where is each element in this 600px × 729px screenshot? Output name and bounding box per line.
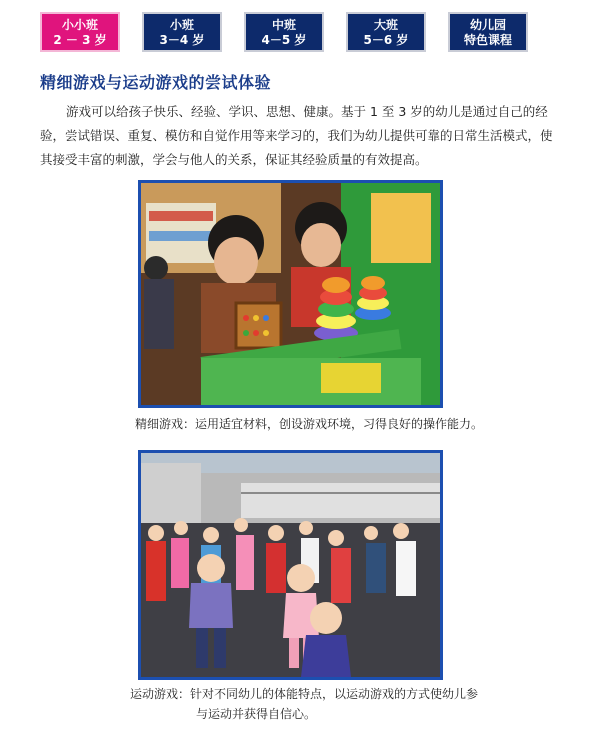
tab-toddler-2-3[interactable] bbox=[40, 12, 120, 52]
fine-motor-caption: 精细游戏：运用适宜材料，创设游戏环境，习得良好的操作能力。 bbox=[135, 417, 484, 431]
tab-age-range: 2 － 3 岁 bbox=[53, 33, 107, 47]
physical-play-caption bbox=[130, 684, 550, 724]
tab-age-range: 4－5 岁 bbox=[261, 33, 307, 47]
tab-large-5-6[interactable] bbox=[346, 12, 426, 52]
fine-motor-play-photo bbox=[138, 180, 443, 408]
caption-line-2: 与运动并获得自信心。 bbox=[196, 707, 317, 721]
tab-label: 小小班 bbox=[61, 18, 98, 32]
tab-age-range: 3－4 岁 bbox=[159, 33, 205, 47]
tab-age-range: 5－6 岁 bbox=[363, 33, 409, 47]
tab-age-range: 特色课程 bbox=[463, 33, 512, 47]
playground-exercise-illustration bbox=[141, 453, 440, 677]
caption-line-1: 运动游戏：针对不同幼儿的体能特点，以运动游戏的方式使幼儿参 bbox=[130, 687, 479, 701]
tab-label: 中班 bbox=[271, 18, 296, 32]
tab-small-3-4[interactable] bbox=[142, 12, 222, 52]
tab-kindergarten-courses[interactable] bbox=[448, 12, 528, 52]
tab-label: 幼儿园 bbox=[469, 18, 506, 32]
article-title: 精细游戏与运动游戏的尝试体验 bbox=[40, 73, 272, 92]
age-group-nav bbox=[0, 0, 600, 60]
tab-middle-4-5[interactable] bbox=[244, 12, 324, 52]
tab-label: 大班 bbox=[373, 18, 398, 32]
article-body: 游戏可以给孩子快乐、经验、学识、思想、健康。基于 1 至 3 岁的幼儿是通过自己的经验，尝试错误、重复、模仿和自觉作用等来学习的，我们为幼儿提供可靠的日常生活模式，使其接受丰富的刺激，学会与他人的关系，保证其经验质量的有效提高。 bbox=[40, 104, 553, 167]
tab-label: 小班 bbox=[169, 18, 194, 32]
classroom-toys-illustration bbox=[141, 183, 440, 405]
physical-play-photo bbox=[138, 450, 443, 680]
